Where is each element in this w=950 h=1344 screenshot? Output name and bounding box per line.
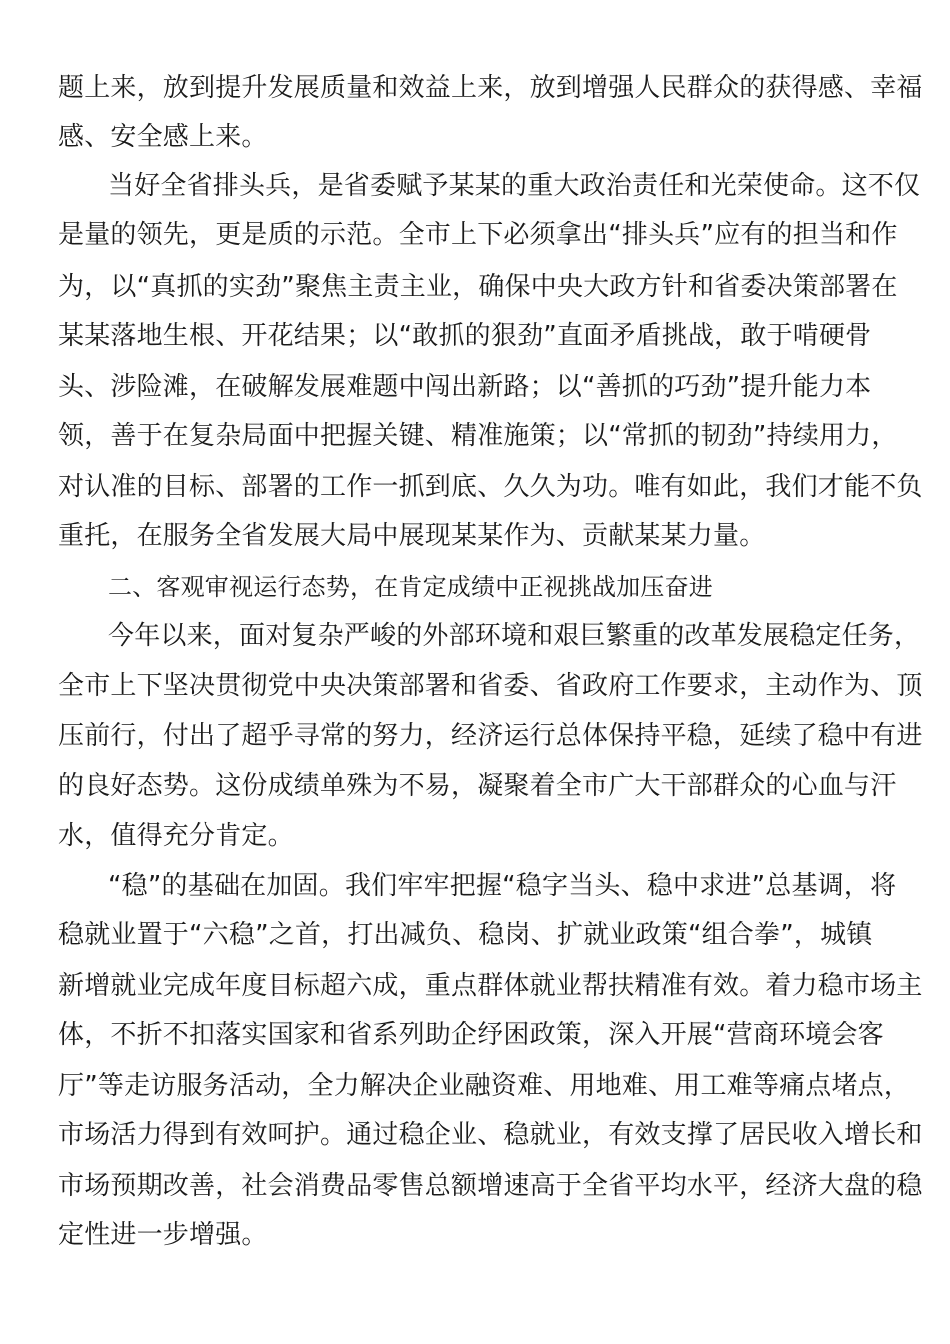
paragraph-line: 当好全省排头兵，是省委赋予某某的重大政治责任和光荣使命。这不仅 [108,171,921,201]
paragraph-line: 市场预期改善，社会消费品零售总额增速高于全省平均水平，经济大盘的稳 [58,1171,923,1201]
paragraph-line: 头、涉险滩，在破解发展难题中闯出新路；以“善抓的巧劲”提升能力本 [58,372,872,402]
paragraph-line: 全市上下坚决贯彻党中央决策部署和省委、省政府工作要求，主动作为、顶 [58,671,923,701]
paragraph-line: 某某落地生根、开花结果；以“敢抓的狠劲”直面矛盾挑战，敢于啃硬骨 [58,321,872,351]
paragraph-line: 水，值得充分肯定。 [58,821,294,851]
paragraph-line: 领，善于在复杂局面中把握关键、精准施策；以“常抓的韧劲”持续用力， [58,421,898,451]
paragraph-line: 为，以“真抓的实劲”聚焦主责主业，确保中央大政方针和省委决策部署在 [58,272,898,302]
paragraph-line: 重托，在服务全省发展大局中展现某某作为、贡献某某力量。 [58,521,766,551]
paragraph-line: 对认准的目标、部署的工作一抓到底、久久为功。唯有如此，我们才能不负 [58,472,923,502]
paragraph-line: 感、安全感上来。 [58,122,268,152]
paragraph-line: 体，不折不扣落实国家和省系列助企纾困政策，深入开展“营商环境会客 [58,1020,884,1050]
paragraph-line: 市场活力得到有效呵护。通过稳企业、稳就业，有效支撑了居民收入增长和 [58,1120,923,1150]
paragraph-line: 的良好态势。这份成绩单殊为不易，凝聚着全市广大干部群众的心血与汗 [58,771,897,801]
section-heading: 二、客观审视运行态势，在肯定成绩中正视挑战加压奋进 [108,573,713,601]
paragraph-line: 题上来，放到提升发展质量和效益上来，放到增强人民群众的获得感、幸福 [58,73,923,103]
paragraph-line: 今年以来，面对复杂严峻的外部环境和艰巨繁重的改革发展稳定任务， [108,621,921,651]
paragraph-line: 稳就业置于“六稳”之首，打出减负、稳岗、扩就业政策“组合拳”，城镇 [58,920,873,950]
paragraph-line: 定性进一步增强。 [58,1220,268,1250]
paragraph-line: “稳”的基础在加固。我们牢牢把握“稳字当头、稳中求进”总基调，将 [108,871,897,901]
paragraph-line: 压前行，付出了超乎寻常的努力，经济运行总体保持平稳，延续了稳中有进 [58,721,923,751]
paragraph-line: 新增就业完成年度目标超六成，重点群体就业帮扶精准有效。着力稳市场主 [58,971,923,1001]
paragraph-line: 厅”等走访服务活动，全力解决企业融资难、用地难、用工难等痛点堵点， [58,1071,911,1101]
paragraph-line: 是量的领先，更是质的示范。全市上下必须拿出“排头兵”应有的担当和作 [58,220,898,250]
